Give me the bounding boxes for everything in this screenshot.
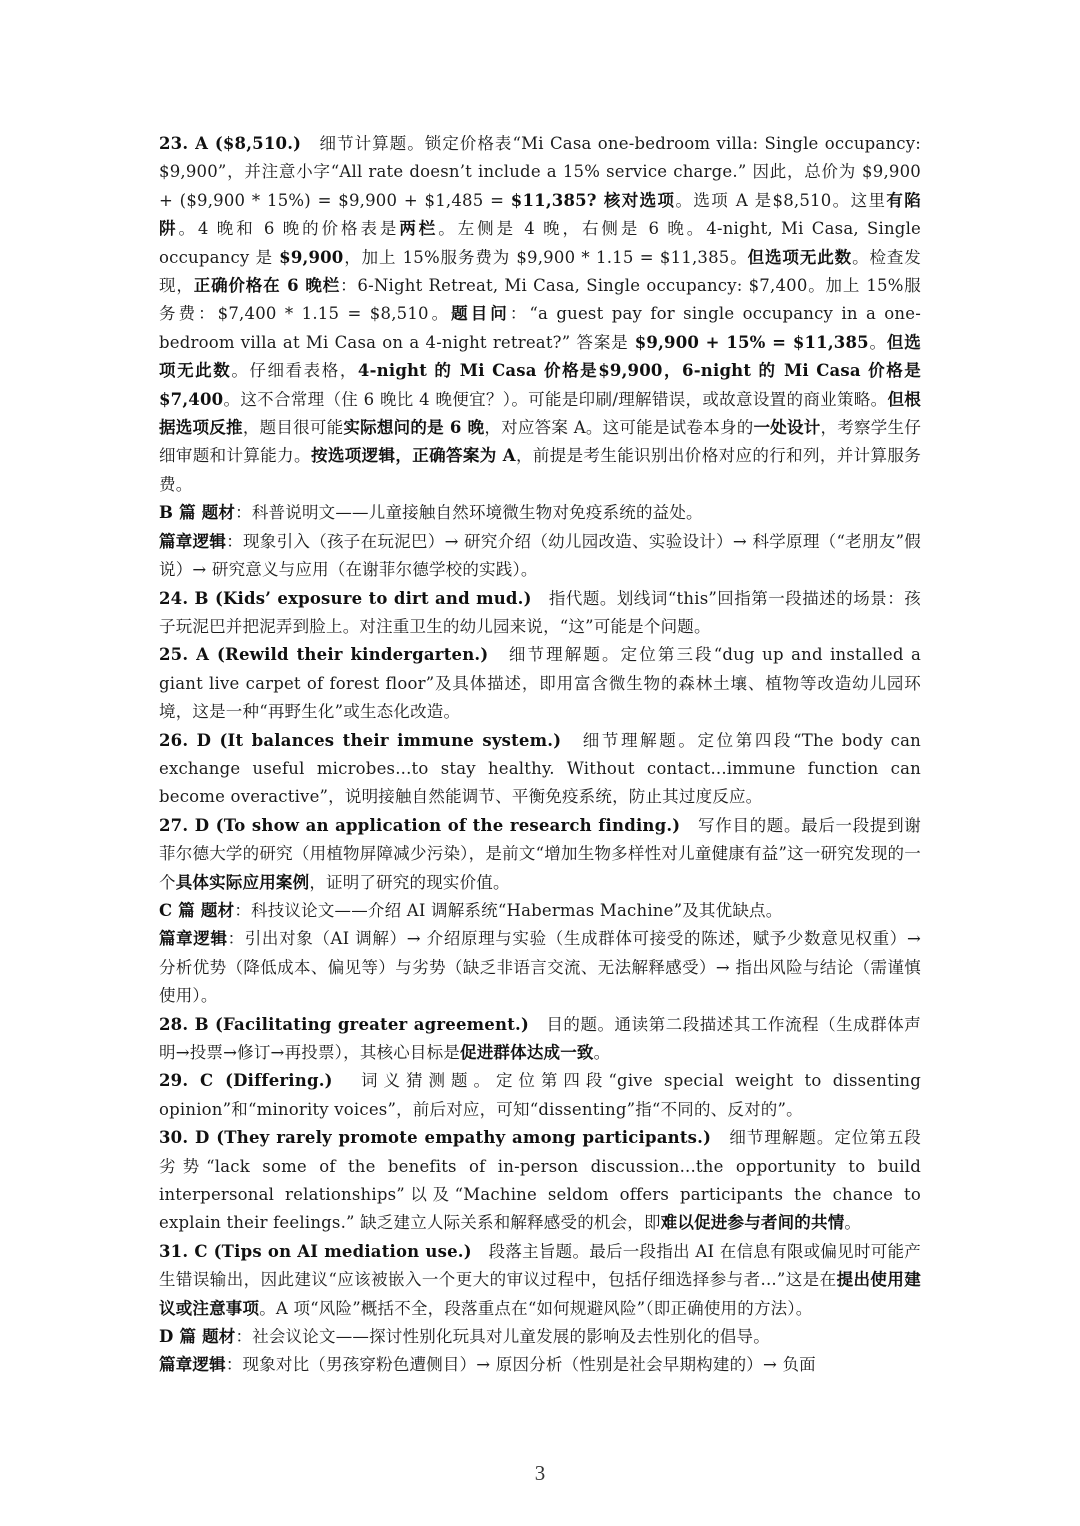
text-run: 。 [868, 332, 887, 352]
text-run: ，题目很可能 [242, 418, 344, 438]
text-run: ，加上 15%服务费为 $9,900 * 1.15 = $11,385。 [343, 247, 748, 267]
bold-text-run: $9,900 [279, 247, 344, 267]
text-run: 。这不合常理（住 6 晚比 4 晚便宜？）。可能是印刷/理解错误，或故意设置的商业策略。 [223, 389, 888, 409]
bold-text-run: 正确价格在 6 晚栏 [193, 276, 341, 296]
passage-d-logic [159, 1351, 921, 1379]
bold-text-run: 题目问 [451, 304, 510, 324]
bold-text-run: 30. D (They rarely promote empathy among participants.) [159, 1128, 712, 1148]
text-run: 。选项 A 是$8,510。这里 [675, 190, 887, 210]
bold-text-run: 31. C (Tips on AI mediation use.) [159, 1241, 472, 1261]
text-run: 。仔细看表格， [231, 361, 358, 381]
text-run: 词义猜测题。定位第四段“give special weight to dissenting opinion”和“minority voices”，前后对应，可知“dissenting”指“不同的、反对的”。 [159, 1071, 921, 1119]
passage-c-logic [159, 925, 921, 1010]
answer-q25 [159, 641, 921, 726]
answer-q31 [159, 1238, 921, 1323]
bold-text-run: 促进群体达成一致 [460, 1043, 594, 1062]
text-run: ：科普说明文——儿童接触自然环境微生物对免疫系统的益处。 [235, 503, 703, 523]
text-run: 。检查发现， [159, 247, 921, 296]
bold-text-run: 有陷阱 [159, 190, 921, 239]
text-run: 。4 晚和 6 晚的价格表是 [178, 219, 400, 239]
text-run: ，前提是考生能识别出价格对应的行和列，并计算服务费。 [159, 446, 921, 494]
bold-text-run: $9,900 + 15% = $11,385 [634, 332, 869, 352]
text-run: ：6-Night Retreat, Mi Casa, Single occupancy: $7,400。加上 15%服务费：$7,400 * 1.15 = $8,510。 [159, 276, 921, 324]
text-run: 细节理解题。定位第三段“dug up and installed a giant live carpet of forest floor”及具体描述，即用富含微生物的森林土壤、植物等改造幼儿园环境，这是一种“再野生化”或生态化改造。 [159, 645, 921, 722]
text-run: 细节计算题。锁定价格表“Mi Casa one-bedroom villa: Single occupancy: $9,900”，并注意小字“All rate doesn’t include a 15% service charge.” 因此，总价为 $9,900 + ($9,900 * 15%) = $9,900 + $1,485 = [159, 134, 921, 210]
bold-text-run: 但选项无此数 [747, 247, 853, 267]
text-run: ：科技议论文——介绍 AI 调解系统“Habermas Machine”及其优缺点。 [234, 900, 783, 920]
bold-text-run: 25. A (Rewild their kindergarten.) [159, 645, 489, 665]
passage-b-topic [159, 499, 921, 527]
bold-text-run: 篇章逻辑 [159, 929, 228, 949]
answer-q27 [159, 812, 921, 897]
answer-q23 [159, 130, 921, 499]
bold-text-run: $11,385? 核对选项 [510, 190, 676, 210]
text-run: 细节理解题。定位第四段“The body can exchange useful microbes...to stay healthy. Without contact...immune function can become overactive”，说明接触自然能调节、平衡免疫系统，防止其过度反应。 [159, 730, 921, 807]
answer-q29 [159, 1067, 921, 1124]
text-run: 写作目的题。最后一段提到谢菲尔德大学的研究（用植物屏障减少污染），是前文“增加生物多样性对儿童健康有益”这一研究发现的一个 [159, 815, 921, 892]
text-run: 。 [593, 1043, 611, 1062]
bold-text-run: B 篇 题材 [159, 503, 236, 523]
page-number: 3 [534, 1461, 546, 1485]
bold-text-run: 29. C (Differing.) [159, 1071, 333, 1091]
text-run: ：社会议论文——探讨性别化玩具对儿童发展的影响及去性别化的倡导。 [235, 1327, 770, 1347]
answer-q26 [159, 727, 921, 812]
bold-text-run: C 篇 题材 [159, 900, 235, 920]
passage-c-topic [159, 897, 921, 925]
text-run: ，考察学生仔细审题和计算能力。 [159, 418, 922, 466]
bold-text-run: 但根据选项反推 [159, 389, 921, 438]
bold-text-run: 篇章逻辑 [159, 1355, 226, 1375]
bold-text-run: 具体实际应用案例 [175, 872, 310, 892]
answer-explanations [159, 130, 921, 1380]
bold-text-run: 但选项无此数 [159, 332, 921, 381]
bold-text-run: 提出使用建议或注意事项 [159, 1270, 921, 1318]
text-run: 。左侧是 4 晚，右侧是 6 晚。4-night, Mi Casa, Single occupancy 是 [159, 219, 922, 267]
passage-b-logic [159, 528, 921, 585]
text-run: 细节理解题。定位第五段劣势“lack some of the benefits of in-person discussion...the opportunity to build interpersonal relationships”以及“Machine seldom offers participants the chance to explain their feelings.” 缺乏建立人际关系和解释感受的机会，即 [159, 1128, 921, 1233]
text-run: 指代题。划线词“this”回指第一段描述的场景：孩子玩泥巴并把泥弄到脸上。对注重卫生的幼儿园来说，“这”可能是个问题。 [159, 588, 921, 636]
bold-text-run: 实际想问的是 6 晚 [343, 418, 485, 438]
bold-text-run: 难以促进参与者间的共情 [660, 1213, 845, 1233]
text-run: ：“a guest pay for single occupancy in a one-bedroom villa at Mi Casa on a 4-night retreat?” 答案是 [159, 304, 921, 352]
bold-text-run: D 篇 题材 [159, 1327, 236, 1347]
bold-text-run: 28. B (Facilitating greater agreement.) [159, 1014, 529, 1034]
bold-text-run: 4-night 的 Mi Casa 价格是$9,900，6-night 的 Mi Casa 价格是$7,400 [159, 361, 921, 409]
bold-text-run: 篇章逻辑 [159, 531, 227, 551]
text-run: ：现象对比（男孩穿粉色遭侧目）→ 原因分析（性别是社会早期构建的）→ 负面 [225, 1355, 816, 1375]
bold-text-run: 23. A ($8,510.) [159, 134, 302, 153]
text-run: 段落主旨题。最后一段指出 AI 在信息有限或偏见时可能产生错误输出，因此建议“应该被嵌入一个更大的审议过程中，包括仔细选择参与者...”这是在 [159, 1241, 921, 1290]
bold-text-run: 两栏 [399, 219, 439, 239]
bold-text-run: 26. D (It balances their immune system.) [159, 730, 562, 750]
text-run: ，对应答案 A。这可能是试卷本身的 [484, 418, 754, 438]
text-run: ，证明了研究的现实价值。 [309, 872, 510, 892]
passage-d-topic [159, 1323, 921, 1351]
bold-text-run: 按选项逻辑，正确答案为 A [310, 446, 516, 466]
bold-text-run: 24. B (Kids’ exposure to dirt and mud.) [159, 588, 532, 608]
bold-text-run: 27. D (To show an application of the research finding.) [159, 815, 681, 835]
text-run: ：引出对象（AI 调解）→ 介绍原理与实验（生成群体可接受的陈述，赋予少数意见权重）→ 分析优势（降低成本、偏见等）与劣势（缺乏非语言交流、无法解释感受）→ 指出风险与结论（需谨慎使用）。 [159, 929, 921, 1006]
bold-text-run: 一处设计 [753, 418, 821, 438]
text-run: 目的题。通读第二段描述其工作流程（生成群体声明→投票→修订→再投票），其核心目标是 [159, 1014, 921, 1062]
answer-q30 [159, 1124, 921, 1238]
answer-q24 [159, 585, 921, 642]
text-run: 。A 项“风险”概括不全，段落重点在“如何规避风险”（即正确使用的方法）。 [259, 1298, 813, 1318]
text-run: 。 [844, 1213, 862, 1233]
text-run: ：现象引入（孩子在玩泥巴）→ 研究介绍（幼儿园改造、实验设计）→ 科学原理（“老朋友”假说）→ 研究意义与应用（在谢菲尔德学校的实践）。 [159, 531, 921, 580]
answer-q28 [159, 1011, 921, 1068]
